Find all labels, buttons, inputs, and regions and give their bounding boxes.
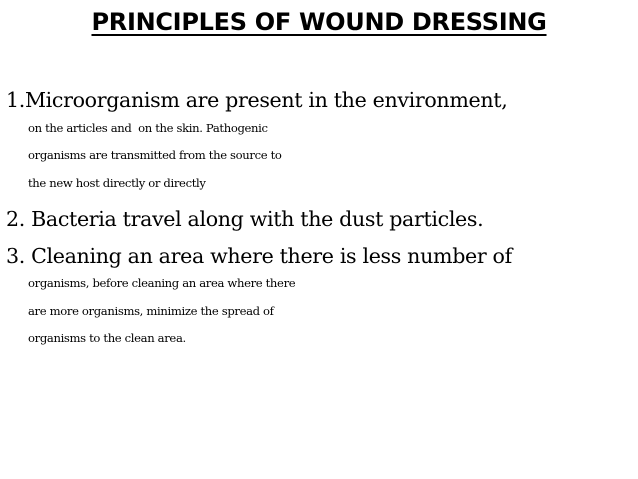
principle-2-line-1: 2. Bacteria travel along with the dust particles.	[6, 207, 484, 231]
principle-item-2	[6, 206, 632, 234]
principle-1-line-4: the new host directly or directly	[28, 175, 206, 190]
principle-3-line-1: 3. Cleaning an area where there is less number of	[6, 243, 512, 268]
principle-3-line-4: organisms to the clean area.	[28, 331, 186, 345]
principle-1-line-3: organisms are transmitted from the source to	[28, 148, 282, 162]
principles-list	[6, 87, 632, 362]
principle-item-1	[6, 87, 632, 197]
principle-3-line-2: organisms, before cleaning an area where there	[28, 276, 296, 290]
slide-title-text: PRINCIPLES OF WOUND DRESSING	[91, 8, 547, 36]
principle-1-line-2: on the articles and on the skin. Pathogenic	[28, 120, 268, 135]
principle-item-3	[6, 243, 632, 353]
slide-title	[0, 6, 638, 38]
principle-3-line-3: are more organisms, minimize the spread of	[28, 303, 274, 318]
principle-1-line-1: 1.Microorganism are present in the environment,	[6, 88, 508, 112]
